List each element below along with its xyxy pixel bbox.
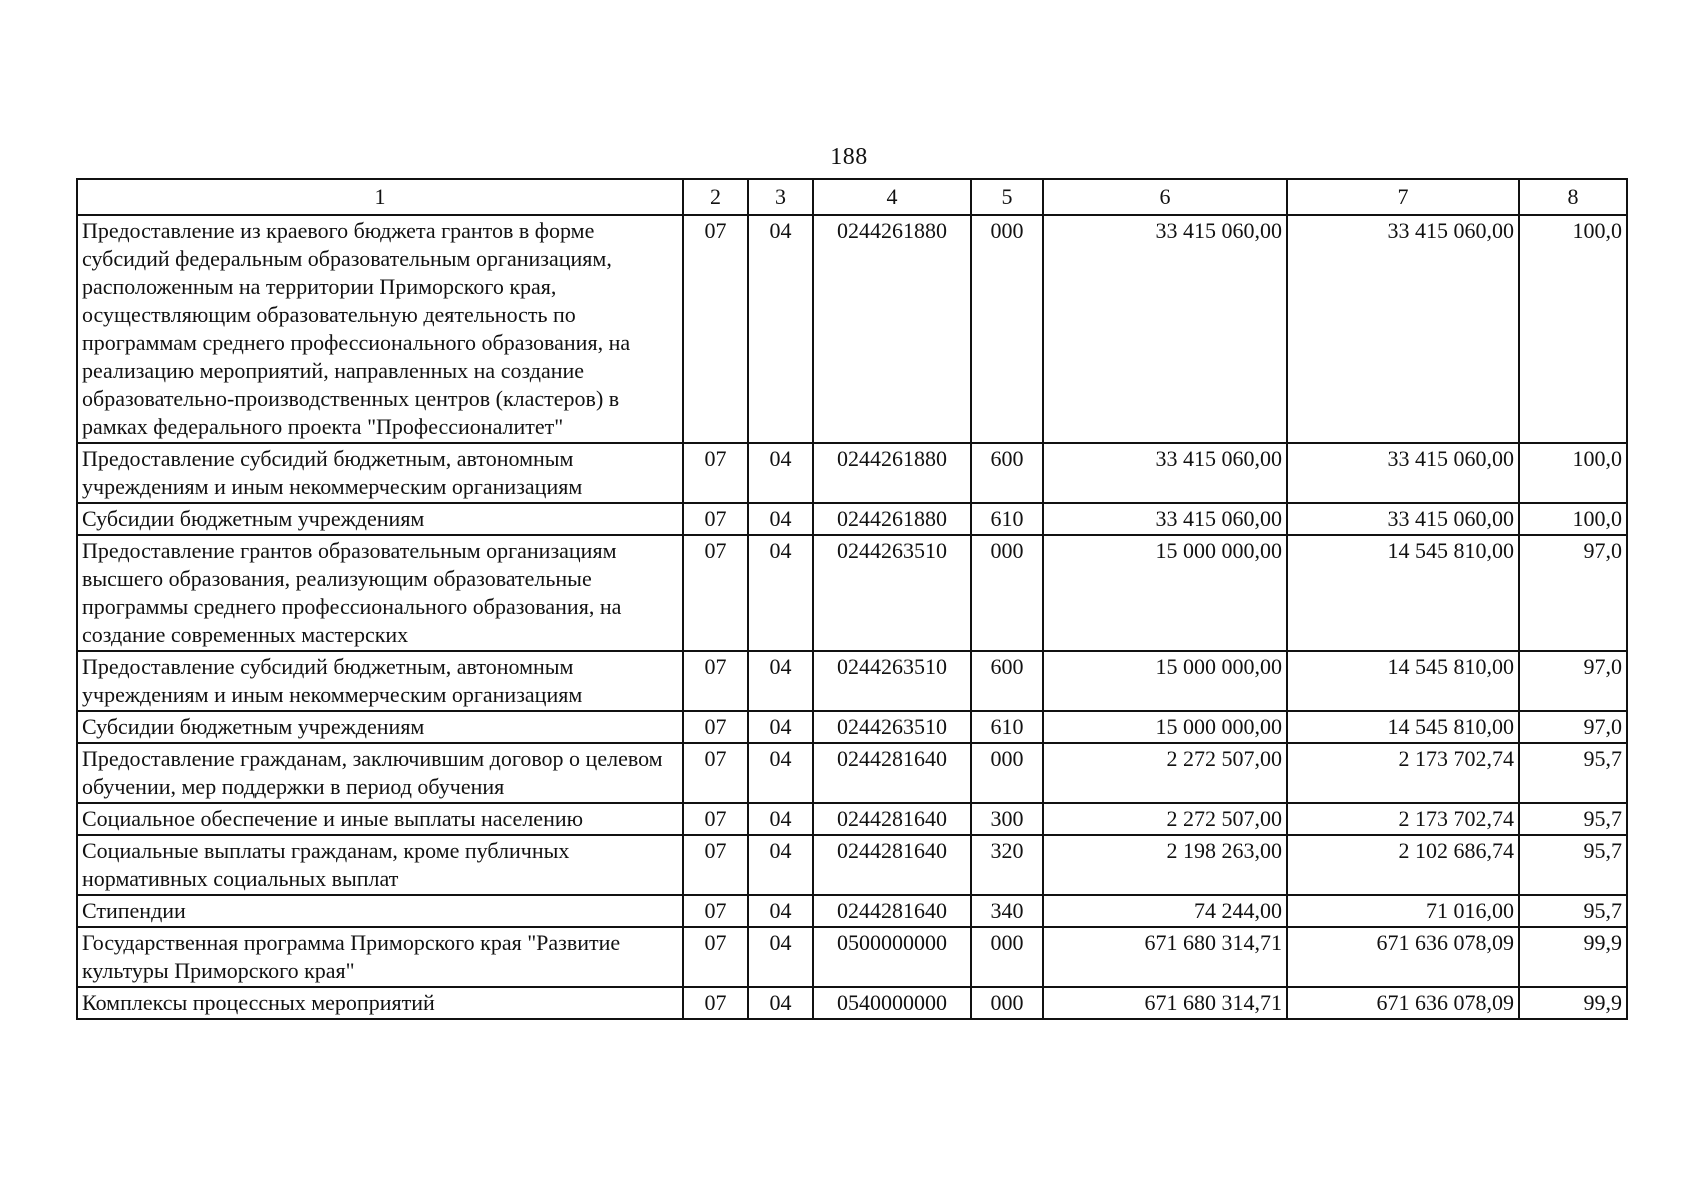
- executed-amount-cell: 2 173 702,74: [1287, 743, 1519, 803]
- executed-amount-cell: 33 415 060,00: [1287, 215, 1519, 443]
- planned-amount-cell: 15 000 000,00: [1043, 535, 1287, 651]
- subsection-code-cell: 04: [748, 803, 813, 835]
- budget-table: [76, 178, 1628, 1020]
- row-name-cell: Стипендии: [77, 895, 683, 927]
- target-article-cell: 0500000000: [813, 927, 971, 987]
- executed-amount-cell: 14 545 810,00: [1287, 651, 1519, 711]
- table-row: [77, 215, 1627, 443]
- execution-percent-cell: 95,7: [1519, 803, 1627, 835]
- expense-type-cell: 000: [971, 743, 1043, 803]
- row-name-cell: Субсидии бюджетным учреждениям: [77, 711, 683, 743]
- section-code-cell: 07: [683, 743, 748, 803]
- expense-type-cell: 600: [971, 651, 1043, 711]
- column-header-5: 5: [971, 179, 1043, 215]
- section-code-cell: 07: [683, 927, 748, 987]
- subsection-code-cell: 04: [748, 651, 813, 711]
- section-code-cell: 07: [683, 803, 748, 835]
- table-row: [77, 503, 1627, 535]
- expense-type-cell: 340: [971, 895, 1043, 927]
- execution-percent-cell: 97,0: [1519, 535, 1627, 651]
- section-code-cell: 07: [683, 651, 748, 711]
- column-header-8: 8: [1519, 179, 1627, 215]
- target-article-cell: 0244281640: [813, 743, 971, 803]
- subsection-code-cell: 04: [748, 987, 813, 1019]
- subsection-code-cell: 04: [748, 443, 813, 503]
- row-name-cell: Предоставление гражданам, заключившим договор о целевом обучении, мер поддержки в период обучения: [77, 743, 683, 803]
- expense-type-cell: 000: [971, 215, 1043, 443]
- subsection-code-cell: 04: [748, 503, 813, 535]
- section-code-cell: 07: [683, 443, 748, 503]
- executed-amount-cell: 14 545 810,00: [1287, 711, 1519, 743]
- target-article-cell: 0244263510: [813, 535, 971, 651]
- row-name-cell: Предоставление субсидий бюджетным, автономным учреждениям и иным некоммерческим организациям: [77, 651, 683, 711]
- planned-amount-cell: 15 000 000,00: [1043, 711, 1287, 743]
- planned-amount-cell: 2 272 507,00: [1043, 743, 1287, 803]
- header-row: [77, 179, 1627, 215]
- executed-amount-cell: 33 415 060,00: [1287, 503, 1519, 535]
- execution-percent-cell: 100,0: [1519, 443, 1627, 503]
- target-article-cell: 0244263510: [813, 711, 971, 743]
- executed-amount-cell: 2 173 702,74: [1287, 803, 1519, 835]
- executed-amount-cell: 71 016,00: [1287, 895, 1519, 927]
- expense-type-cell: 000: [971, 535, 1043, 651]
- row-name-cell: Предоставление из краевого бюджета грантов в форме субсидий федеральным образовательным организациям, расположенным на территории Приморского края, осуществляющим образовательную деятельность по программам среднего профессионального образования, на реализацию мероприятий, направленных на создание образовательно-производственных центров (кластеров) в рамках федерального проекта "Профессионалитет": [77, 215, 683, 443]
- row-name-cell: Социальные выплаты гражданам, кроме публичных нормативных социальных выплат: [77, 835, 683, 895]
- target-article-cell: 0244263510: [813, 651, 971, 711]
- subsection-code-cell: 04: [748, 535, 813, 651]
- column-header-6: 6: [1043, 179, 1287, 215]
- execution-percent-cell: 100,0: [1519, 215, 1627, 443]
- table-row: [77, 927, 1627, 987]
- executed-amount-cell: 671 636 078,09: [1287, 987, 1519, 1019]
- column-header-2: 2: [683, 179, 748, 215]
- column-header-4: 4: [813, 179, 971, 215]
- expense-type-cell: 610: [971, 711, 1043, 743]
- execution-percent-cell: 99,9: [1519, 927, 1627, 987]
- section-code-cell: 07: [683, 215, 748, 443]
- section-code-cell: 07: [683, 835, 748, 895]
- table-row: [77, 535, 1627, 651]
- expense-type-cell: 610: [971, 503, 1043, 535]
- execution-percent-cell: 97,0: [1519, 711, 1627, 743]
- executed-amount-cell: 14 545 810,00: [1287, 535, 1519, 651]
- section-code-cell: 07: [683, 895, 748, 927]
- column-header-7: 7: [1287, 179, 1519, 215]
- section-code-cell: 07: [683, 711, 748, 743]
- planned-amount-cell: 15 000 000,00: [1043, 651, 1287, 711]
- target-article-cell: 0244281640: [813, 895, 971, 927]
- subsection-code-cell: 04: [748, 711, 813, 743]
- planned-amount-cell: 2 198 263,00: [1043, 835, 1287, 895]
- target-article-cell: 0244281640: [813, 803, 971, 835]
- row-name-cell: Государственная программа Приморского края "Развитие культуры Приморского края": [77, 927, 683, 987]
- subsection-code-cell: 04: [748, 743, 813, 803]
- expense-type-cell: 000: [971, 927, 1043, 987]
- column-header-3: 3: [748, 179, 813, 215]
- section-code-cell: 07: [683, 987, 748, 1019]
- target-article-cell: 0244261880: [813, 503, 971, 535]
- target-article-cell: 0244261880: [813, 215, 971, 443]
- table-row: [77, 743, 1627, 803]
- table-row: [77, 651, 1627, 711]
- planned-amount-cell: 671 680 314,71: [1043, 987, 1287, 1019]
- expense-type-cell: 000: [971, 987, 1043, 1019]
- row-name-cell: Социальное обеспечение и иные выплаты населению: [77, 803, 683, 835]
- section-code-cell: 07: [683, 503, 748, 535]
- column-header-1: 1: [77, 179, 683, 215]
- execution-percent-cell: 95,7: [1519, 743, 1627, 803]
- executed-amount-cell: 33 415 060,00: [1287, 443, 1519, 503]
- table-row: [77, 835, 1627, 895]
- planned-amount-cell: 2 272 507,00: [1043, 803, 1287, 835]
- table-row: [77, 895, 1627, 927]
- executed-amount-cell: 2 102 686,74: [1287, 835, 1519, 895]
- section-code-cell: 07: [683, 535, 748, 651]
- table-row: [77, 443, 1627, 503]
- subsection-code-cell: 04: [748, 895, 813, 927]
- row-name-cell: Комплексы процессных мероприятий: [77, 987, 683, 1019]
- target-article-cell: 0244281640: [813, 835, 971, 895]
- table-row: [77, 711, 1627, 743]
- planned-amount-cell: 74 244,00: [1043, 895, 1287, 927]
- execution-percent-cell: 95,7: [1519, 895, 1627, 927]
- expense-type-cell: 600: [971, 443, 1043, 503]
- table-row: [77, 803, 1627, 835]
- row-name-cell: Субсидии бюджетным учреждениям: [77, 503, 683, 535]
- planned-amount-cell: 33 415 060,00: [1043, 503, 1287, 535]
- executed-amount-cell: 671 636 078,09: [1287, 927, 1519, 987]
- target-article-cell: 0540000000: [813, 987, 971, 1019]
- planned-amount-cell: 33 415 060,00: [1043, 215, 1287, 443]
- row-name-cell: Предоставление грантов образовательным организациям высшего образования, реализующим образовательные программы среднего профессионального образования, на создание современных мастерских: [77, 535, 683, 651]
- subsection-code-cell: 04: [748, 927, 813, 987]
- expense-type-cell: 320: [971, 835, 1043, 895]
- planned-amount-cell: 33 415 060,00: [1043, 443, 1287, 503]
- execution-percent-cell: 95,7: [1519, 835, 1627, 895]
- subsection-code-cell: 04: [748, 215, 813, 443]
- subsection-code-cell: 04: [748, 835, 813, 895]
- planned-amount-cell: 671 680 314,71: [1043, 927, 1287, 987]
- row-name-cell: Предоставление субсидий бюджетным, автономным учреждениям и иным некоммерческим организациям: [77, 443, 683, 503]
- execution-percent-cell: 99,9: [1519, 987, 1627, 1019]
- execution-percent-cell: 97,0: [1519, 651, 1627, 711]
- execution-percent-cell: 100,0: [1519, 503, 1627, 535]
- target-article-cell: 0244261880: [813, 443, 971, 503]
- page-number: 188: [830, 144, 868, 170]
- table-row: [77, 987, 1627, 1019]
- expense-type-cell: 300: [971, 803, 1043, 835]
